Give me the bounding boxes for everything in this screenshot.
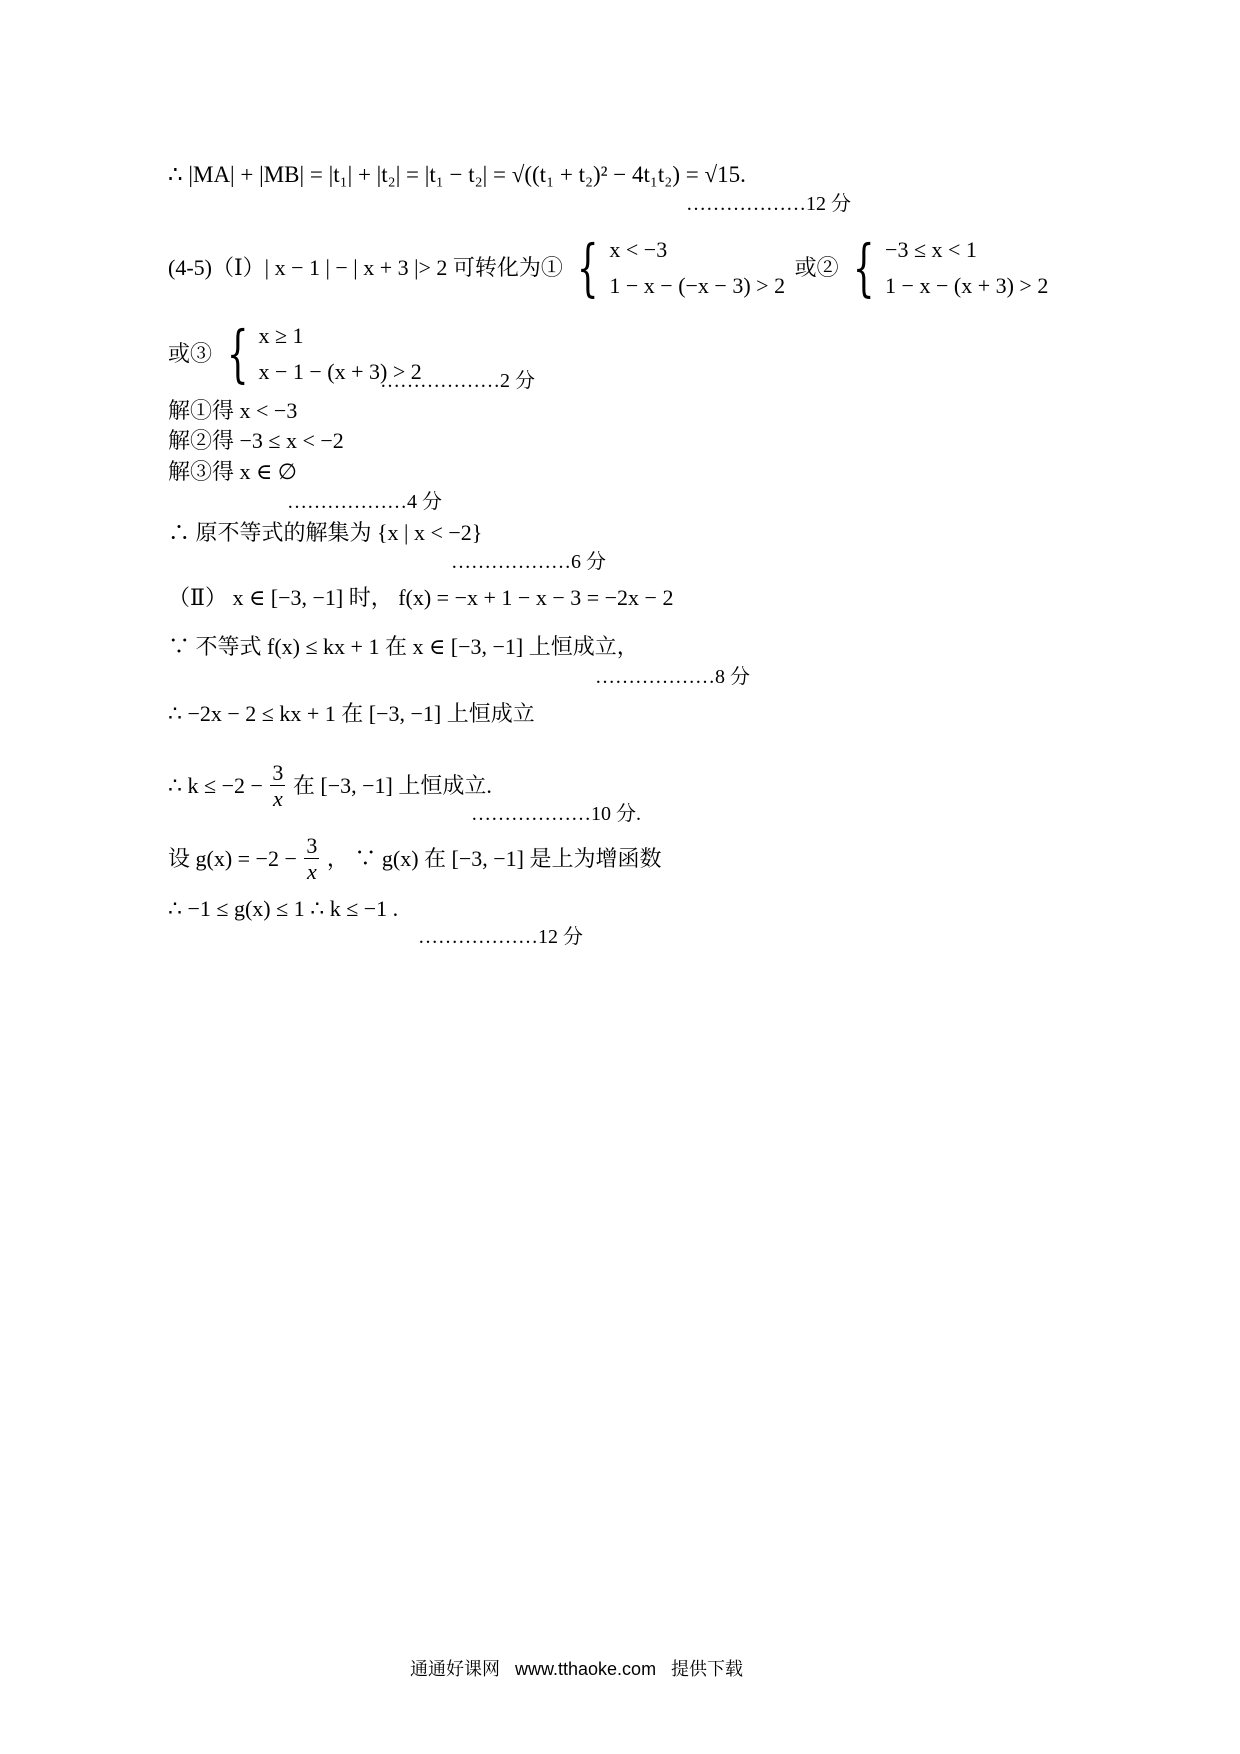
k-bound-prefix: ∴ k ≤ −2 − bbox=[168, 772, 263, 798]
fraction-denominator: x bbox=[306, 859, 317, 885]
page-footer: 通通好课网 www.tthaoke.com 提供下载 bbox=[410, 1659, 744, 1679]
brace-icon: { bbox=[226, 317, 249, 390]
brace-icon: { bbox=[577, 231, 599, 304]
score-12-b: ………………12 分 bbox=[418, 926, 583, 948]
fraction-3-over-x-2 bbox=[304, 833, 319, 885]
solution-2: 解②得 −3 ≤ x < −2 bbox=[168, 428, 344, 453]
or-2-label: 或② bbox=[794, 255, 839, 280]
fraction-denominator: x bbox=[273, 786, 283, 812]
g-def-suffix: ， ∵ g(x) 在 [−3, −1] 是上为增函数 bbox=[326, 845, 662, 871]
or-3-label: 或③ bbox=[168, 341, 213, 366]
solution-3: 解③得 x ∈ ∅ bbox=[168, 459, 297, 484]
equation-line-2 bbox=[168, 232, 1048, 312]
brace-icon: { bbox=[852, 231, 875, 304]
score-6: ………………6 分 bbox=[451, 551, 606, 573]
system-3-row-b: x − 1 − (x + 3) > 2 bbox=[258, 359, 422, 384]
score-4: ………………4 分 bbox=[287, 491, 442, 513]
k-bound-suffix: 在 [−3, −1] 上恒成立. bbox=[292, 772, 492, 798]
fraction-numerator: 3 bbox=[272, 760, 284, 785]
g-def-prefix: 设 g(x) = −2 − bbox=[168, 845, 297, 871]
k-bound-line bbox=[168, 760, 492, 816]
system-1 bbox=[568, 232, 785, 304]
system-1-row-b: 1 − x − (−x − 3) > 2 bbox=[609, 273, 786, 298]
line2-prefix: (4-5)（Ⅰ）| x − 1 | − | x + 3 |> 2 可转化为① bbox=[168, 255, 563, 280]
score-10: ………………10 分. bbox=[471, 803, 641, 825]
g-definition-line bbox=[168, 833, 662, 889]
system-3-row-a: x ≥ 1 bbox=[258, 323, 304, 348]
inequality-line: ∴ −2x − 2 ≤ kx + 1 在 [−3, −1] 上恒成立 bbox=[168, 701, 535, 726]
system-2 bbox=[844, 232, 1048, 304]
inequality-condition: ∵ 不等式 f(x) ≤ kx + 1 在 x ∈ [−3, −1] 上恒成立， bbox=[168, 634, 639, 659]
system-1-row-a: x < −3 bbox=[609, 237, 668, 262]
system-2-row-a: −3 ≤ x < 1 bbox=[885, 237, 977, 262]
score-12-a: ………………12 分 bbox=[686, 193, 851, 215]
solution-set: ∴ 原不等式的解集为 {x | x < −2} bbox=[168, 520, 483, 545]
score-8: ………………8 分 bbox=[595, 666, 750, 688]
part-2-line: （Ⅱ） x ∈ [−3, −1] 时， f(x) = −x + 1 − x − 3 = −2x − 2 bbox=[168, 585, 674, 610]
fraction-numerator: 3 bbox=[306, 833, 318, 858]
system-2-row-b: 1 − x − (x + 3) > 2 bbox=[885, 273, 1049, 298]
score-2: ………………2 分 bbox=[380, 370, 535, 392]
equation-line-1: ∴ |MA| + |MB| = |t₁| + |t₂| = |t₁ − t₂| = √((t₁ + t₂)² − 4t₁t₂) = √15. bbox=[168, 162, 746, 187]
fraction-3-over-x bbox=[270, 760, 285, 812]
conclusion-line: ∴ −1 ≤ g(x) ≤ 1 ∴ k ≤ −1 . bbox=[168, 896, 399, 921]
solution-1: 解①得 x < −3 bbox=[168, 398, 298, 423]
